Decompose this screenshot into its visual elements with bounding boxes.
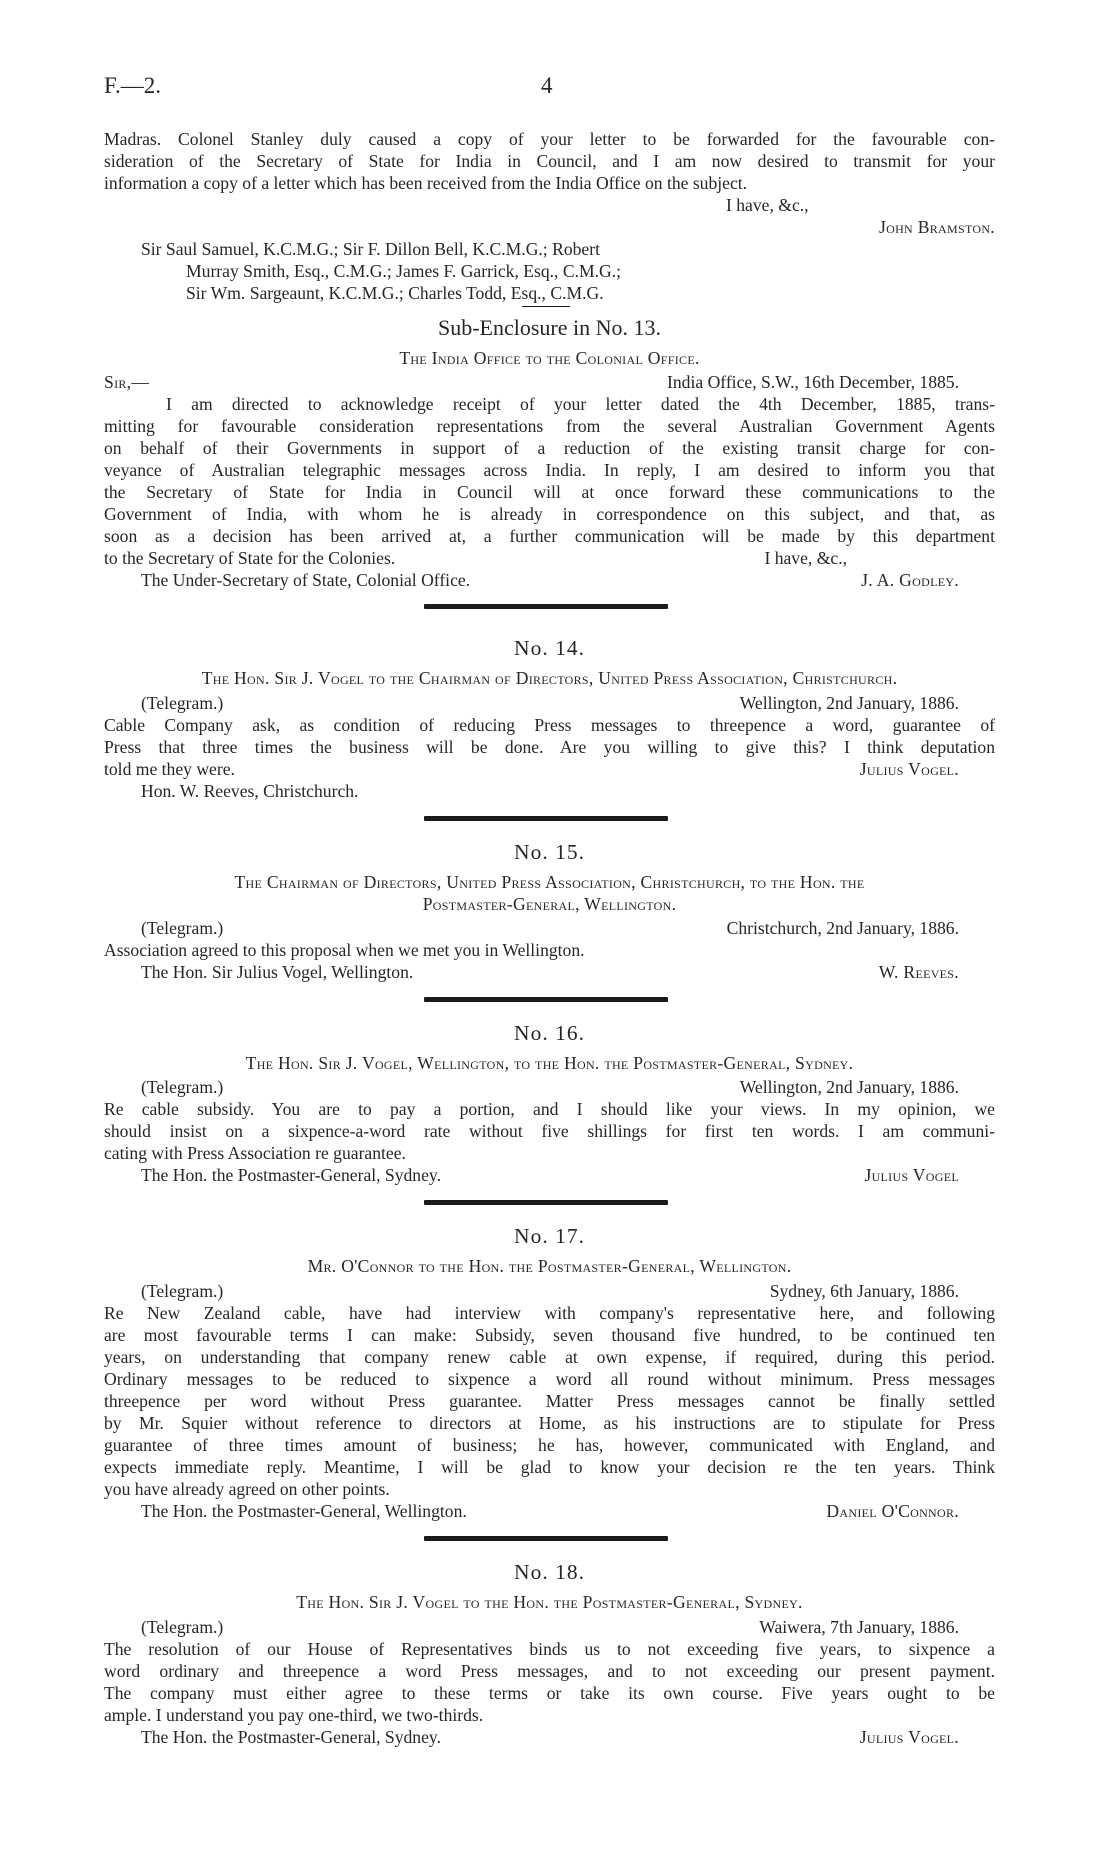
- section-number: No. 14.: [514, 636, 585, 660]
- place-date: Waiwera, 7th January, 1886.: [759, 1617, 959, 1637]
- signature: Julius Vogel.: [859, 1727, 959, 1747]
- section-number: No. 18.: [514, 1560, 585, 1584]
- addressee: The Hon. the Postmaster-General, Wellington.: [141, 1501, 467, 1521]
- signature: John Bramston.: [878, 217, 995, 237]
- route: The Chairman of Directors, United Press Association, Christchurch, to the Hon. the: [234, 872, 865, 892]
- short-rule: [522, 306, 570, 307]
- telegram-row: [104, 692, 995, 714]
- telegram-line: cating with Press Association re guarantee.: [104, 1143, 406, 1163]
- section-number: No. 17.: [514, 1224, 585, 1248]
- telegram-row: [104, 1280, 995, 1302]
- letter-line: on behalf of their Governments in support of a reduction of the existing transit charge for con-: [104, 438, 995, 458]
- signature: Julius Vogel: [864, 1165, 959, 1185]
- letter-line: soon as a decision has been arrived at, a further communication will be made by this department: [104, 526, 995, 546]
- telegram-label: (Telegram.): [141, 1281, 224, 1301]
- section-number: No. 16.: [514, 1021, 585, 1045]
- page-number: 4: [541, 73, 553, 98]
- addressee-line: Sir Saul Samuel, K.C.M.G.; Sir F. Dillon Bell, K.C.M.G.; Robert: [141, 239, 600, 259]
- addressee: The Hon. Sir Julius Vogel, Wellington.: [141, 962, 414, 982]
- route: The India Office to the Colonial Office.: [399, 348, 700, 368]
- telegram-label: (Telegram.): [141, 1617, 224, 1637]
- route: Postmaster-General, Wellington.: [422, 894, 677, 914]
- telegram-line: guarantee of three times amount of business; he has, however, communicated with England, and: [104, 1435, 995, 1455]
- section-divider: [424, 1536, 668, 1541]
- addressee-row: [104, 961, 995, 983]
- telegram-line: word ordinary and threepence a word Press messages, and to not exceeding our present payment.: [104, 1661, 995, 1681]
- sub-enclosure-title: Sub-Enclosure in No. 13.: [437, 315, 662, 340]
- telegram-row: [104, 1616, 995, 1638]
- letter-line: I am directed to acknowledge receipt of your letter dated the 4th December, 1885, trans-: [166, 394, 995, 414]
- addressee-row: [104, 1726, 995, 1748]
- telegram-line: The resolution of our House of Representatives binds us to not exceeding five years, to sixpence a: [104, 1639, 995, 1659]
- letter-line: veyance of Australian telegraphic messages across India. In reply, I am desired to inform you that: [104, 460, 995, 480]
- continuation-line: information a copy of a letter which has been received from the India Office on the subject.: [104, 173, 748, 193]
- telegram-line: you have already agreed on other points.: [104, 1479, 390, 1499]
- signature: Daniel O'Connor.: [826, 1501, 959, 1521]
- telegram-line: threepence per word without Press guarantee. Matter Press messages cannot be finally settled: [104, 1391, 995, 1411]
- closing: I have, &c.,: [764, 548, 847, 568]
- section-divider: [424, 816, 668, 821]
- letter-line: to the Secretary of State for the Colonies.: [104, 548, 396, 568]
- telegram-line: Press that three times the business will be done. Are you willing to give this? I think deputation: [104, 737, 995, 757]
- telegram-label: (Telegram.): [141, 1077, 224, 1097]
- route: The Hon. Sir J. Vogel to the Chairman of Directors, United Press Association, Christchurch.: [201, 668, 898, 688]
- telegram-line: Cable Company ask, as condition of reducing Press messages to threepence a word, guarantee of: [104, 715, 995, 735]
- addressee-row: [104, 1164, 995, 1186]
- telegram-label: (Telegram.): [141, 918, 224, 938]
- continuation-line: sideration of the Secretary of State for India in Council, and I am now desired to transmit for your: [104, 151, 995, 171]
- page-header-code: F.—2.: [104, 73, 161, 98]
- route: Mr. O'Connor to the Hon. the Postmaster-General, Wellington.: [307, 1256, 792, 1276]
- telegram-line: told me they were.: [104, 759, 235, 779]
- place-date: Sydney, 6th January, 1886.: [769, 1281, 959, 1301]
- closing: I have, &c.,: [726, 195, 809, 215]
- place-date: Wellington, 2nd January, 1886.: [739, 693, 959, 713]
- addressee-line: Sir Wm. Sargeaunt, K.C.M.G.; Charles Todd, Esq., C.M.G.: [186, 283, 604, 303]
- telegram-line: expects immediate reply. Meantime, I will be glad to know your decision re the ten years. Think: [104, 1457, 995, 1477]
- section-divider: [424, 997, 668, 1002]
- route: The Hon. Sir J. Vogel to the Hon. the Postmaster-General, Sydney.: [296, 1592, 803, 1612]
- section-divider: [424, 604, 668, 609]
- telegram-label: (Telegram.): [141, 693, 224, 713]
- letter-line: the Secretary of State for India in Council will at once forward these communications to the: [104, 482, 995, 502]
- place-date: Christchurch, 2nd January, 1886.: [726, 918, 959, 938]
- telegram-line: ample. I understand you pay one-third, we two-thirds.: [104, 1705, 484, 1725]
- place-date: Wellington, 2nd January, 1886.: [739, 1077, 959, 1097]
- telegram-line: by Mr. Squier without reference to directors at Home, as his instructions are to stipulate for Press: [104, 1413, 995, 1433]
- telegram-line: should insist on a sixpence-a-word rate without five shillings for first ten words. I am communi-: [104, 1121, 995, 1141]
- salutation-row: [104, 371, 995, 393]
- letter-line: Government of India, with whom he is already in correspondence on this subject, and that, as: [104, 504, 995, 524]
- signature: J. A. Godley.: [861, 570, 959, 590]
- addressee: The Under-Secretary of State, Colonial Office.: [141, 570, 471, 590]
- addressee: The Hon. the Postmaster-General, Sydney.: [141, 1727, 441, 1747]
- place-date: India Office, S.W., 16th December, 1885.: [667, 372, 959, 392]
- telegram-line: Ordinary messages to be reduced to sixpence a word all round without minimum. Press messages: [104, 1369, 995, 1389]
- telegram-row: [104, 1076, 995, 1098]
- route: The Hon. Sir J. Vogel, Wellington, to the Hon. the Postmaster-General, Sydney.: [245, 1053, 854, 1073]
- letter-last-row: [104, 547, 995, 569]
- addressee: Hon. W. Reeves, Christchurch.: [141, 781, 359, 801]
- addressee-row: [104, 1500, 995, 1522]
- telegram-row: [104, 917, 995, 939]
- addressee-line: Murray Smith, Esq., C.M.G.; James F. Garrick, Esq., C.M.G.;: [186, 261, 621, 281]
- addressee: The Hon. the Postmaster-General, Sydney.: [141, 1165, 441, 1185]
- telegram-line: Re New Zealand cable, have had interview with company's representative here, and following: [104, 1303, 995, 1323]
- signature: W. Reeves.: [878, 962, 959, 982]
- salutation: Sir,—: [104, 372, 150, 392]
- telegram-line: Association agreed to this proposal when we met you in Wellington.: [104, 940, 585, 960]
- section-number: No. 15.: [514, 840, 585, 864]
- section-divider: [424, 1200, 668, 1205]
- continuation-line: Madras. Colonel Stanley duly caused a copy of your letter to be forwarded for the favourable con-: [104, 129, 995, 149]
- signature: Julius Vogel.: [859, 759, 959, 779]
- telegram-line: Re cable subsidy. You are to pay a portion, and I should like your views. In my opinion, we: [104, 1099, 995, 1119]
- addressee-row: [104, 569, 995, 591]
- letter-line: mitting for favourable consideration representations from the several Australian Government Agents: [104, 416, 995, 436]
- telegram-last-row: [104, 758, 995, 780]
- telegram-line: years, on understanding that company renew cable at own expense, if required, during this period.: [104, 1347, 995, 1367]
- telegram-line: The company must either agree to these terms or take its own course. Five years ought to be: [104, 1683, 995, 1703]
- telegram-line: are most favourable terms I can make: Subsidy, seven thousand five hundred, to be continued ten: [104, 1325, 995, 1345]
